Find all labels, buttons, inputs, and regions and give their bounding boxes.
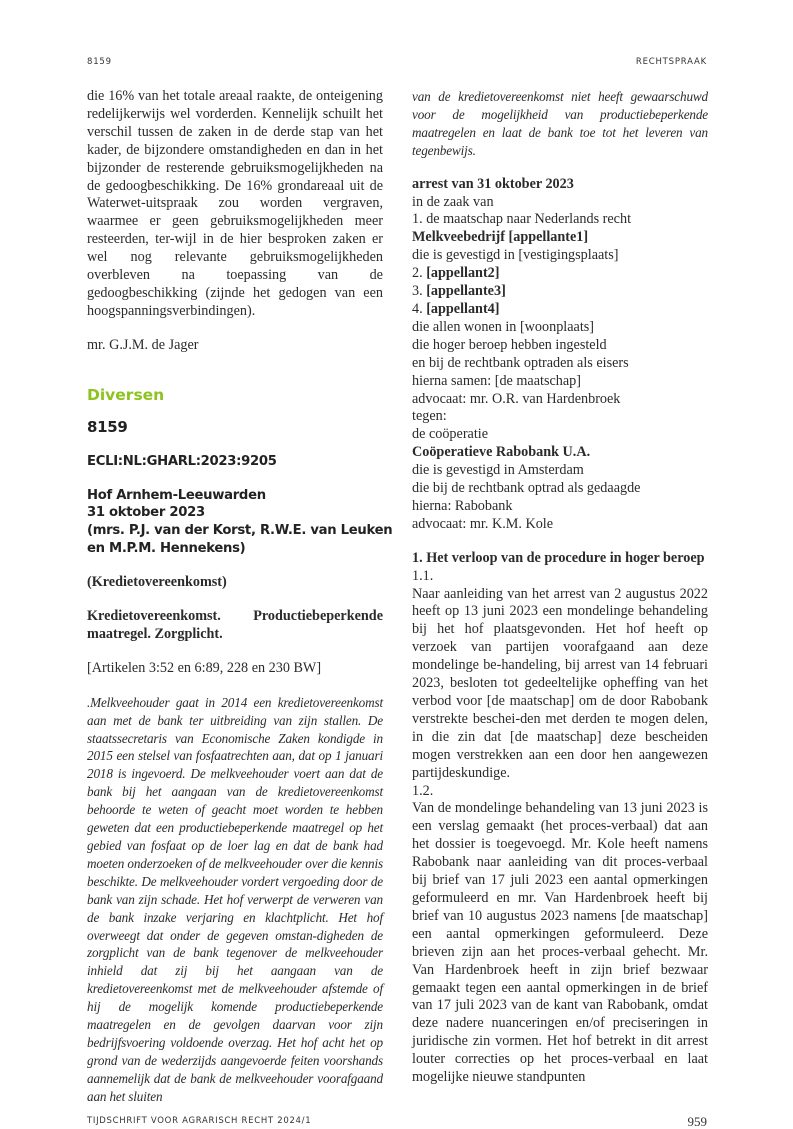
page-number: 959 [687,1114,707,1129]
annotation-author: mr. G.J.M. de Jager [87,336,199,353]
party-line [412,211,708,229]
party-line [412,462,708,480]
party-line [412,373,708,391]
annotation-paragraph: die 16% van het totale areaal raakte, de onteigening redelijkerwijs wel vorderden. Kennelijk schuilt het verschil tussen de zaken in de derde stap van het kader, de bijzondere omstandigheden en dan in het bijzonder de resterende gebruiksmogelijkheden na de gedoogbeschikking. De 16% grondareaal uit de Waterwet-uitspraak zou worden vergraven, waarmee er geen gebruiksmogelijkheden meer resteerden, ter-wijl in de hier besproken zaken er wel nog relevante gebruiksmogelijkheden overbleven na toepassing van de gedoogbeschikking (zijnde het gedogen van een hoogspanningsverbindingen). [87,88,383,319]
party-text: die hoger beroep hebben ingesteld [412,336,607,353]
court-info [87,487,393,559]
party-text: Coöperatieve Rabobank U.A. [412,444,591,461]
section-title: Diversen [87,385,165,404]
party-text: de coöperatie [412,426,489,443]
paragraph-1-1: Naar aanleiding van het arrest van 2 augustus 2022 heeft op 13 juni 2023 een mondelinge behandeling bij het hof plaatsgevonden. Het hof heeft op verzoek van partijen voorafgaand aan deze mondelinge be-handeling, bij arrest van 14 februari 2023, besloten tot gedeeltelijke opheffing van het verbod voor [de maatschap] om de door Rabobank verstrekte beschei-den met derden te mogen delen, in die zin dat [de maatschap] deze bescheiden mogen verstrekken aan een door hen aangewezen partijdeskundige. [412,585,708,781]
case-subject: (Kredietovereenkomst) [87,574,227,591]
court-line: en M.P.M. Hennekens) [87,541,246,557]
heading-procedure: 1. Het verloop van de procedure in hoger beroep [412,549,705,566]
party-number: 3. [412,283,427,300]
left-column [87,88,393,1106]
party-text: tegen: [412,408,447,425]
party-line [412,408,708,426]
party-line [412,480,708,498]
party-line [412,265,708,283]
party-text: Melkveebedrijf [appellante1] [412,229,589,246]
party-line [412,355,708,373]
party-line [412,194,708,212]
statute-articles: [Artikelen 3:52 en 6:89, 228 en 230 BW] [87,659,322,676]
paragraph-number: 1.2. [412,782,434,799]
party-line [412,391,708,409]
party-text: in de zaak van [412,193,494,210]
case-summary: .Melkveehouder gaat in 2014 een kredietovereenkomst aan met de bank ter uitbreiding van zijn stallen. De staatssecretaris van Economische Zaken kondigde in 2015 een stelsel van fosfaatrechten aan, dat op 1 januari 2018 is ingevoerd. De melkveehouder voert aan dat de bank bij het aangaan van de kredietovereenkomst behoorde te weten of geacht moet worden te hebben geweten dat een productiebeperkende maatregel op het gebied van fosfaat op de loer lag en dat de bank had moeten onderzoeken of de melkveehouder over die kennis beschikte. De melkveehouder vordert vergoeding door de bank van zijn schade. Het hof verwerpt de verweren van de bank inzake verjaring en klachtplicht. Het hof overweegt dat onder de gegeven omstan-digheden de zorgplicht van de bank tegenover de melkveehouder inhield dat zij bij het aangaan van de kredietovereenkomst met de melkveehouder afstemde of hij de mogelijk komende productiebeperkende maatregelen en de gevolgen daarvan voor zijn bedrijfsvoering voldoende overzag. Het hof acht het op grond van de wederzijds aangevoerde feiten voorshands aannemelijk dat de bank de melkveehouder voorafgaand aan het sluiten [87,694,383,1104]
court-line: (mrs. P.J. van der Korst, R.W.E. van Leuken [87,523,393,539]
party-line [412,426,708,444]
running-header-case-number: 8159 [87,57,112,67]
party-text: 1. de maatschap naar Nederlands recht [412,211,632,228]
paragraph-1-2: Van de mondelinge behandeling van 13 juni 2023 is een verslag gemaakt (het proces-verbaal) dat aan het dossier is toegevoegd. Mr. Kole heeft namens Rabobank naar aanleiding van dit proces-verbaal bij brief van 17 juli 2023 een aantal opmerkingen geformuleerd en mr. Van Hardenbroek heeft bij brief van 10 augustus 2023 namens [de maatschap] een aantal opmerkingen geformuleerd. Deze brieven zijn aan het proces-verbaal gehecht. Mr. Van Hardenbroek heeft in zijn brief bezwaar gemaakt tegen een aantal opmerkingen in de brief van 17 juli 2023 van de kant van Rabobank, omdat deze nadere nuanceringen en/of preciseringen in juridische zin vormen. Het hof betrekt in dit arrest louter correcties op het proces-verbaal en laat mogelijke nieuwe standpunten [412,800,708,1086]
court-line: 31 oktober 2023 [87,505,205,521]
party-text: hierna: Rabobank [412,497,513,514]
court-line: Hof Arnhem-Leeuwarden [87,487,266,503]
party-line [412,498,708,516]
arrest-title: arrest van 31 oktober 2023 [412,175,574,192]
party-text: [appellant4] [426,300,500,317]
case-keywords: Kredietovereenkomst. Productiebeperkende maatregel. Zorgplicht. [87,608,383,642]
party-text: die is gevestigd in [vestigingsplaats] [412,247,619,264]
case-number: 8159 [87,417,128,436]
party-text: en bij de rechtbank optraden als eisers [412,354,629,371]
party-line [412,229,708,247]
party-line [412,337,708,355]
party-text: advocaat: mr. K.M. Kole [412,515,554,532]
party-text: [appellante3] [426,283,506,300]
paragraph-number: 1.1. [412,567,434,584]
case-summary-continued: van de kredietovereenkomst niet heeft gewaarschuwd voor de mogelijkheid van productiebeperkende maatregelen en laat de bank toe tot het leveren van tegenbewijs. [412,89,708,158]
party-line [412,247,708,265]
running-header-section: RECHTSPRAAK [635,57,707,67]
party-text: advocaat: mr. O.R. van Hardenbroek [412,390,621,407]
party-line [412,283,708,301]
ecli-identifier: ECLI:NL:GHARL:2023:9205 [87,453,277,469]
party-text: [appellant2] [426,265,500,282]
party-line [412,444,708,462]
party-text: die allen wonen in [woonplaats] [412,318,595,335]
parties-list [412,194,708,534]
party-line [412,319,708,337]
right-column [412,88,708,1087]
party-line [412,301,708,319]
party-text: die bij de rechtbank optrad als gedaagde [412,480,641,497]
party-text: hierna samen: [de maatschap] [412,372,581,389]
party-number: 2. [412,265,427,282]
party-text: die is gevestigd in Amsterdam [412,462,584,479]
party-number: 4. [412,300,427,317]
party-line [412,516,708,534]
footer-journal: TIJDSCHRIFT VOOR AGRARISCH RECHT 2024/1 [87,1116,312,1126]
